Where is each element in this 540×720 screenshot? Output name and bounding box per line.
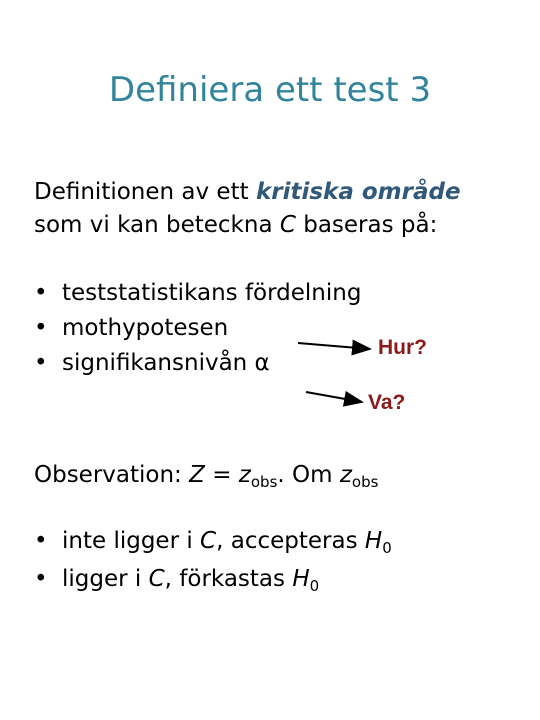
note-hur: Hur? — [378, 336, 427, 359]
subscript-obs: obs — [250, 473, 278, 491]
list-item-text: , förkastas — [164, 566, 293, 592]
variable-z-obs: z — [238, 462, 251, 488]
variable-h: H — [292, 566, 310, 592]
note-va: Va? — [368, 391, 406, 414]
list-item — [34, 522, 392, 560]
variable-z: Z — [189, 462, 205, 488]
bullet-icon: • — [34, 280, 48, 306]
list-item — [34, 311, 504, 346]
criteria-list — [34, 276, 504, 381]
list-item-text: mothypotesen — [62, 315, 229, 341]
decision-list — [34, 522, 392, 598]
intro-text: baseras på: — [295, 212, 438, 239]
observation-line — [34, 462, 378, 491]
arrow-to-signifikansniva — [306, 392, 362, 402]
list-item — [34, 276, 504, 311]
intro-text: som vi kan beteckna — [34, 212, 280, 239]
intro-line-2 — [34, 209, 514, 242]
bullet-icon: • — [34, 315, 48, 341]
subscript-zero: 0 — [382, 539, 392, 557]
slide-title: Definiera ett test 3 — [108, 70, 432, 110]
bullet-icon: • — [34, 350, 48, 376]
list-item-text: inte ligger i — [62, 528, 201, 554]
list-item-text: ligger i — [62, 566, 149, 592]
list-item-text: signifikansnivån α — [62, 350, 270, 376]
intro-line-1 — [34, 176, 514, 209]
variable-c: C — [148, 566, 165, 592]
subscript-obs: obs — [351, 473, 379, 491]
list-item — [34, 346, 504, 381]
bullet-icon: • — [34, 566, 48, 592]
keyword-critical-region: kritiska område — [255, 179, 461, 205]
intro-paragraph — [34, 176, 514, 243]
list-item-text: teststatistikans fördelning — [62, 280, 362, 306]
list-item-text: , accepteras — [216, 528, 365, 554]
variable-h: H — [364, 528, 383, 554]
observation-label: Observation: — [34, 462, 190, 488]
bullet-icon: • — [34, 528, 48, 554]
intro-text: Definitionen av ett — [34, 179, 256, 205]
variable-z-obs: z — [339, 462, 352, 488]
observation-mid-text: . Om — [277, 462, 340, 488]
subscript-zero: 0 — [309, 577, 320, 595]
list-item — [34, 560, 392, 598]
variable-c: C — [200, 528, 217, 554]
equals-text: = — [204, 462, 239, 488]
variable-c: C — [279, 212, 296, 239]
